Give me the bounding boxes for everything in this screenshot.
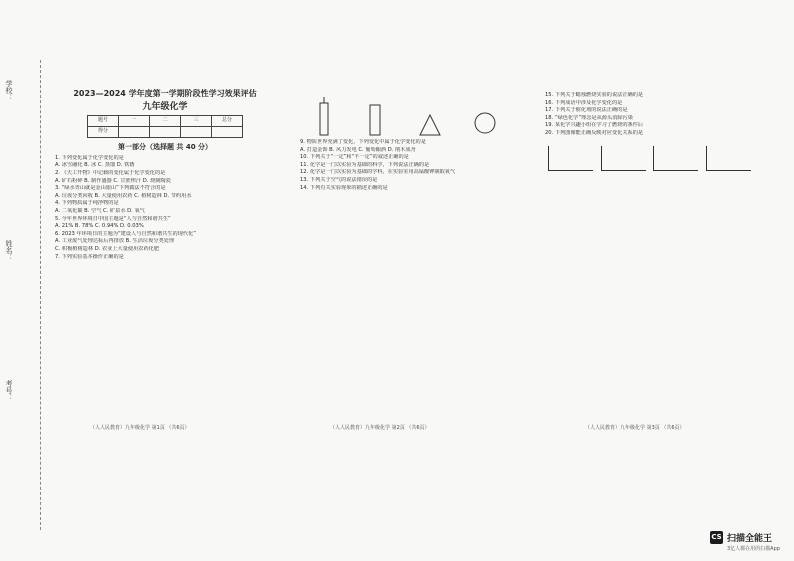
- scanner-logo-icon: CS: [710, 531, 723, 544]
- graph-a: [548, 146, 593, 171]
- score-cell: 二: [150, 116, 181, 127]
- graph-c: [653, 146, 698, 171]
- figure-row: [300, 95, 525, 139]
- side-binding-strip: [0, 60, 41, 530]
- question-line: 4. 下列物质属于纯净物的是: [55, 200, 119, 207]
- question-list-2: [300, 139, 525, 192]
- score-cell: [181, 127, 212, 138]
- apparatus-figure: [300, 95, 520, 139]
- graph-row: [545, 144, 770, 177]
- exam-subject: 九年级化学: [142, 101, 188, 112]
- column-3: [545, 92, 770, 176]
- question-line: A. 冰雪融化 B. 冰 C. 蒸馏 D. 铁锈: [55, 162, 135, 169]
- question-line: 10. 下列关于“一定”和“不一定”的叙述正确的是: [300, 154, 409, 161]
- question-line: 16. 下列成语中涉及化学变化的是: [545, 99, 623, 106]
- question-line: 1. 下列变化属于化学变化的是: [55, 154, 124, 161]
- score-cell: [150, 127, 181, 138]
- side-label-school: 学校：: [5, 80, 13, 101]
- question-line: A. 矿石粉碎 B. 制作盛器 C. 甘蔗榨汁 D. 烧制陶瓷: [55, 177, 171, 184]
- score-table: [87, 115, 243, 138]
- question-line: 19. 某化学兴趣小组在学习了燃烧的条件后: [545, 122, 644, 129]
- graph-d: [706, 146, 751, 171]
- question-line: 3. “绿水青山就是金山银山”下列做法不符合的是: [55, 185, 166, 192]
- question-line: C. 积极植树造林 D. 农业上大量使用农药化肥: [55, 245, 160, 252]
- column-1: [55, 90, 275, 261]
- score-cell: 得分: [88, 127, 119, 138]
- question-line: A. 打造金饰 B. 风力发电 C. 葡萄酿酒 D. 削木成舟: [300, 146, 416, 153]
- question-line: 20. 下列图像能正确反映对应变化关系的是: [545, 129, 644, 136]
- score-cell: [119, 127, 150, 138]
- side-label-name: 姓名：: [5, 240, 13, 261]
- question-line: 11. 化学是一门以实验为基础的科学，下列说法正确的是: [300, 161, 430, 168]
- question-line: 13. 下列关于空气的说法错误的是: [300, 176, 378, 183]
- page-footer-1: （人人民教育）九年级化学 第1页 （共6页）: [90, 425, 190, 431]
- question-line: 5. 今年世界环境日中国主题是“人与自然和谐共生”: [55, 215, 171, 222]
- question-line: 7. 下列实验基本操作正确的是: [55, 253, 124, 260]
- score-cell: [212, 127, 243, 138]
- question-line: 6. 2023 年环境日的主题为“建设人与自然和谐共生的现代化”: [55, 230, 196, 237]
- column-2: [300, 95, 525, 192]
- question-line: 17. 下列关于催化剂的说法正确的是: [545, 107, 628, 114]
- question-line: 9. 物质世界充满了变化，下列变化中属于化学变化的是: [300, 139, 426, 145]
- scanner-tagline: 3亿人都在用的扫描App: [727, 546, 780, 552]
- page-footer-3: （人人民教育）九年级化学 第3页 （共6页）: [585, 425, 685, 431]
- question-line: 2. 《天工开物》中记载的变化属于化学变化的是: [55, 169, 166, 176]
- question-list-3: [545, 92, 770, 138]
- question-line: A. 工业废气处理达标后再排放 B. 生活垃圾分类处理: [55, 238, 175, 245]
- graph-b: [601, 146, 646, 171]
- exam-title: 2023—2024 学年度第一学期阶段性学习效果评估: [73, 89, 257, 98]
- scanner-name: 扫描全能王: [727, 534, 773, 544]
- side-label-id: 考号：: [5, 380, 13, 401]
- score-cell: 总分: [212, 116, 243, 127]
- question-line: 15. 下列关于蜡烛燃烧实验的说法正确的是: [545, 92, 644, 98]
- question-line: 14. 下列有关实验现象的描述正确的是: [300, 184, 388, 191]
- part1-heading: 第一部分（选择题 共 40 分）: [117, 143, 213, 152]
- question-line: 12. 化学是一门以实验为基础的学科，在实验室用高锰酸钾制取氧气: [300, 169, 456, 176]
- question-line: 18. “绿色化学”理念是从源头消除污染: [545, 114, 633, 121]
- scanner-watermark: [710, 528, 794, 561]
- score-cell: 题号: [88, 116, 119, 127]
- question-line: A. 垃圾分类回收 B. 大量使用农药 C. 植树造林 D. 节约用水: [55, 192, 192, 199]
- score-cell: 三: [181, 116, 212, 127]
- question-line: A. 21% B. 78% C. 0.94% D. 0.03%: [55, 223, 144, 230]
- page-footer-2: （人人民教育）九年级化学 第2页 （共6页）: [330, 425, 430, 431]
- question-list-1: [55, 155, 275, 261]
- score-cell: 一: [119, 116, 150, 127]
- question-line: A. 二氧化碳 B. 空气 C. 矿泉水 D. 氧气: [55, 207, 145, 214]
